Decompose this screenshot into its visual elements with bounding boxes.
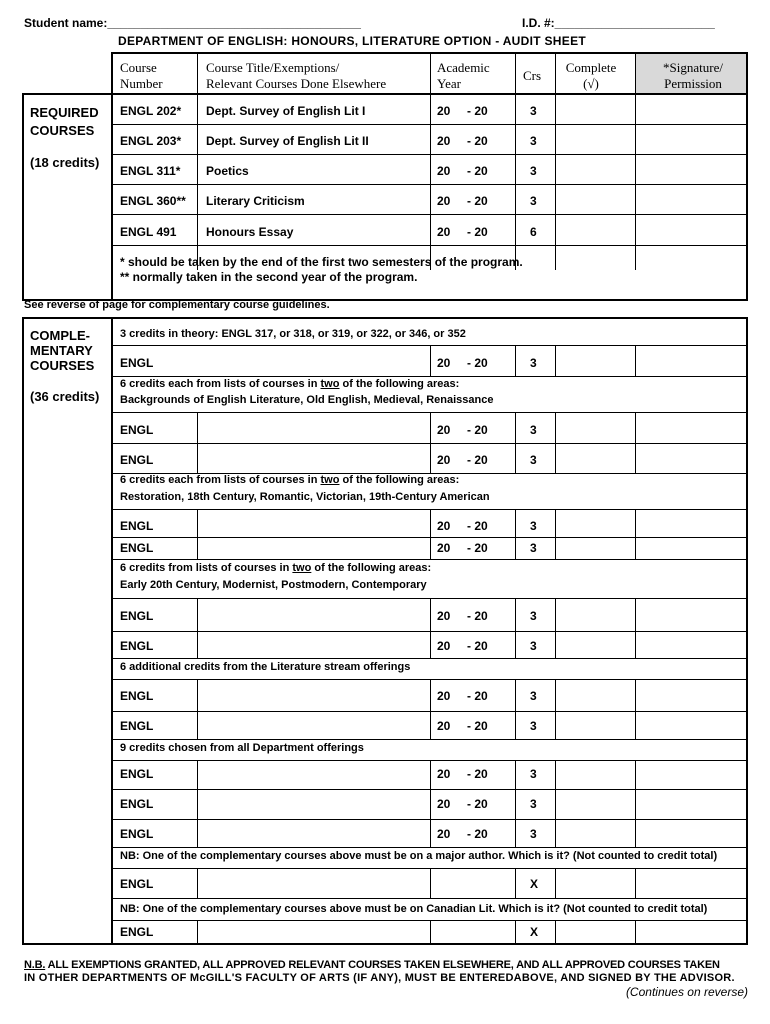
- footer-line-1: N.B. ALL EXEMPTIONS GRANTED, ALL APPROVED RELEVANT COURSES TAKEN ELSEWHERE, AND ALL APPROVED COURSES TAKEN: [24, 959, 720, 971]
- complementary-label: COMPLE- MENTARY COURSES: [30, 328, 95, 373]
- group5-note: 9 credits chosen from all Department offerings: [120, 742, 364, 754]
- col-complete: Complete (√): [565, 60, 617, 91]
- required-label: REQUIRED COURSES: [30, 105, 99, 138]
- page-title: DEPARTMENT OF ENGLISH: HONOURS, LITERATURE OPTION - AUDIT SHEET: [118, 34, 587, 48]
- col-academic-year: Academic Year: [437, 60, 490, 91]
- theory-note: 3 credits in theory: ENGL 317, or 318, or 319, or 322, or 346, or 352: [120, 328, 466, 340]
- student-name-field[interactable]: Student name:______________________________________: [24, 16, 361, 30]
- col-crs: Crs: [523, 68, 542, 83]
- continues-note: (Continues on reverse): [625, 985, 748, 999]
- group3-areas: Early 20th Century, Modernist, Postmodern, Contemporary: [120, 579, 427, 591]
- col-course-title: Course Title/Exemptions/ Relevant Courses Done Elsewhere: [206, 60, 387, 91]
- group1-areas: Backgrounds of English Literature, Old English, Medieval, Renaissance: [120, 394, 494, 406]
- group2-areas: Restoration, 18th Century, Romantic, Victorian, 19th-Century American: [120, 491, 490, 503]
- required-credits: (18 credits): [30, 155, 100, 170]
- id-field[interactable]: I.D. #:________________________: [522, 16, 715, 30]
- complementary-credits: (36 credits): [30, 389, 100, 404]
- group3-note: 6 credits from lists of courses in two of the following areas:: [120, 562, 432, 574]
- group2-note: 6 credits each from lists of courses in two of the following areas:: [120, 474, 460, 486]
- see-reverse-note: See reverse of page for complementary course guidelines.: [24, 299, 330, 311]
- col-signature: *Signature/ Permission: [663, 60, 723, 91]
- group1-note: 6 credits each from lists of courses in two of the following areas:: [120, 378, 460, 390]
- required-note-2: ** normally taken in the second year of the program.: [120, 270, 418, 284]
- required-note-1: * should be taken by the end of the first two semesters of the program.: [120, 255, 523, 269]
- nb-major-author: NB: One of the complementary courses above must be on a major author. Which is it? (Not counted to credit total): [120, 850, 718, 862]
- col-course-number: Course Number: [120, 60, 163, 91]
- nb-canadian-lit: NB: One of the complementary courses above must be on Canadian Lit. Which is it? (Not counted to credit total): [120, 903, 708, 915]
- group4-note: 6 additional credits from the Literature stream offerings: [120, 661, 411, 673]
- footer-line-2: IN OTHER DEPARTMENTS OF McGILL'S FACULTY OF ARTS (IF ANY), MUST BE ENTEREDABOVE, AND SIGNED BY THE ADVISOR.: [24, 972, 735, 984]
